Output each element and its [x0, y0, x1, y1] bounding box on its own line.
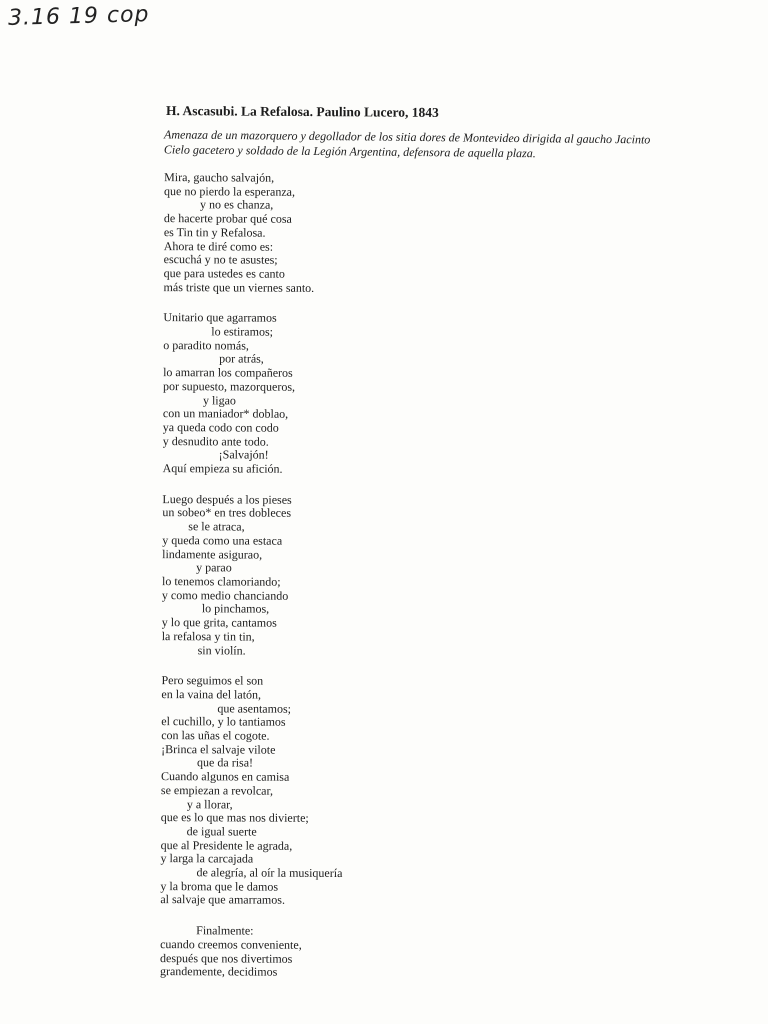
poem-line: y la broma que le damos: [160, 878, 279, 894]
poem-line: y desnudito ante todo.: [162, 433, 269, 449]
poem-line: lo pinchamos,: [201, 601, 270, 617]
poem-line: lo estiramos;: [211, 324, 274, 339]
poem-line: de igual suerte: [186, 824, 257, 839]
document-title: H. Ascasubi. La Refalosa. Paulino Lucero, 1843: [165, 103, 439, 120]
poem-line: lo amarran los compañeros: [163, 365, 293, 380]
poem-line: Mira, gaucho salvajón,: [164, 170, 275, 185]
poem-line: que no pierdo la esperanza,: [164, 183, 296, 199]
poem-line: que da risa!: [197, 755, 254, 770]
poem-line: Unitario que agarramos: [163, 310, 277, 326]
poem-line: que es lo que mas nos divierte;: [160, 810, 309, 826]
poem-line: que para ustedes es canto: [163, 266, 285, 281]
poem-line: y como medio chanciando: [161, 587, 289, 603]
poem-line: ¡Salvajón!: [218, 447, 269, 462]
poem-line: más triste que un viernes santo.: [163, 279, 315, 295]
poem-line: lo tenemos clamoriando;: [161, 574, 281, 589]
poem-line: y queda como una estaca: [162, 532, 283, 548]
poem-line: se empiezan a revolcar,: [160, 782, 274, 798]
poem-line: y a llorar,: [186, 796, 233, 811]
poem-line: el cuchillo, y lo tantiamos: [161, 714, 286, 730]
poem-line: Pero seguimos el son: [161, 673, 264, 688]
poem-line: que asentamos;: [217, 700, 292, 716]
poem-line: por supuesto, mazorqueros,: [163, 378, 296, 394]
poem: [156, 171, 520, 998]
poem-line: que al Presidente le agrada,: [160, 837, 293, 853]
poem-line: Luego después a los pieses: [162, 491, 292, 507]
poem-line: de alegría, al oír la musiquería: [196, 865, 343, 881]
poem-line: Finalmente:: [196, 923, 254, 938]
poem-line: lindamente asigurao,: [162, 546, 263, 562]
poem-line: al salvaje que amarramos.: [160, 892, 286, 908]
poem-line: la refalosa y tin tin,: [161, 628, 255, 644]
poem-line: ya queda codo con codo: [162, 420, 279, 435]
poem-line: en la vaina del latón,: [161, 686, 262, 702]
poem-line: es Tin tin y Refalosa.: [163, 224, 266, 240]
poem-line: se le atraca,: [188, 519, 245, 534]
poem-line: de hacerte probar qué cosa: [163, 211, 292, 226]
poem-line: con un maniador* doblao,: [162, 406, 289, 421]
poem-line: por atrás,: [219, 351, 264, 367]
poem-line: ¡Brinca el salvaje vilote: [161, 741, 276, 757]
stanza-2: [159, 311, 520, 477]
poem-line: grandemente, decidimos: [159, 964, 278, 979]
poem-line: Cuando algunos en camisa: [160, 769, 290, 784]
poem-line: y larga la carcajada: [160, 851, 254, 866]
poem-line: un sobeo* en tres dobleces: [162, 505, 292, 521]
poem-line: y lo que grita, cantamos: [161, 615, 277, 630]
poem-line: y no es chanza,: [199, 197, 274, 213]
poem-line: cuando creemos conveniente,: [160, 936, 302, 952]
handwritten-note: 3.16 19 cop: [7, 2, 150, 31]
poem-line: sin violín.: [197, 642, 246, 658]
poem-line: después que nos divertimos: [160, 950, 293, 966]
poem-line: y parao: [196, 560, 232, 575]
stanza-3: [158, 493, 519, 659]
poem-line: o paradito nomás,: [163, 337, 249, 353]
poem-line: con las uñas el cogote.: [161, 728, 270, 743]
poem-line: Ahora te diré como es:: [163, 238, 274, 254]
poem-line: y ligao: [202, 392, 237, 408]
document-subtitle: Amenaza de un mazorquero y degollador de los sitia dores de Montevideo dirigida al gaucho Jacinto Cielo gacetero y soldado de la Legión Argentina, defensora de aquella plaza.: [163, 127, 651, 161]
stanza-1: [160, 171, 521, 296]
poem-line: escuchá y no te asustes;: [163, 252, 278, 267]
stanza-4: [156, 674, 517, 909]
poem-line: Aquí empieza su afición.: [162, 461, 283, 476]
stanza-5: [156, 924, 516, 981]
